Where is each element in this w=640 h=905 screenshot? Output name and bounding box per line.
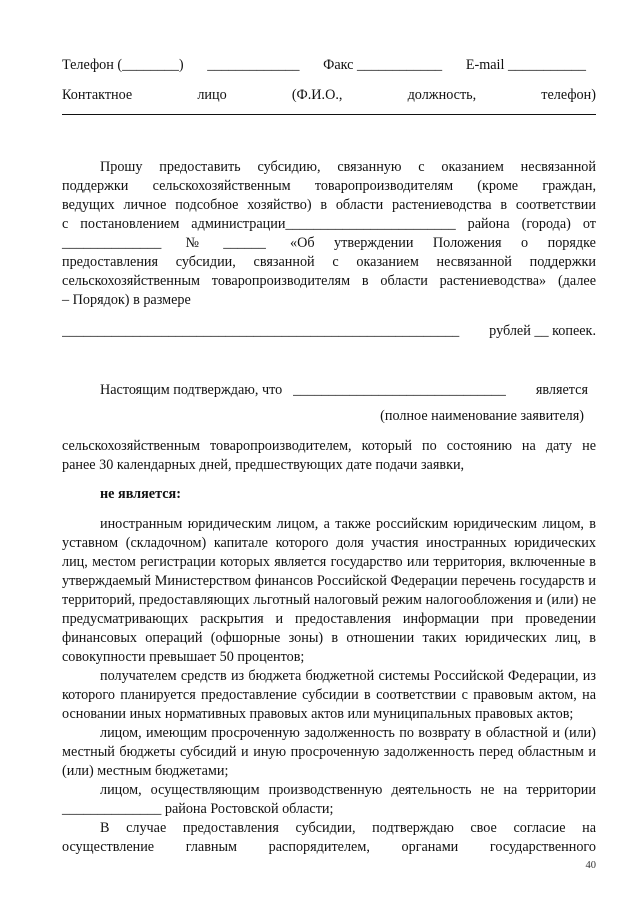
contact-word-1: Контактное — [62, 87, 133, 103]
confirm-start: Настоящим подтверждаю, что — [100, 382, 283, 398]
request-line-2: поддержки сельскохозяйственным товаропроизводителям (кроме граждан, — [62, 178, 596, 194]
amount-currency: рублей __ копеек. — [489, 323, 596, 339]
contact-word-5: телефон) — [541, 87, 596, 103]
confirm-line-2: сельскохозяйственным товаропроизводителем, который по состоянию на дату не — [62, 438, 596, 454]
decree-title-start: «Об утверждении Положения о порядке — [289, 235, 596, 251]
phone-blank: _____________ — [207, 57, 300, 73]
request-line-3: ведущих личное подсобное хозяйство) в области растениеводства в соответствии — [62, 197, 596, 213]
applicant-caption: (полное наименование заявителя) — [380, 408, 584, 424]
email-label: E-mail ___________ — [465, 57, 586, 73]
fax-label: Факс ____________ — [323, 57, 443, 73]
request-line-8: – Порядок) в размере — [62, 292, 191, 308]
request-paragraph — [62, 158, 596, 310]
request-line-6: предоставления субсидии, связанной с оказанием несвязанной поддержки — [62, 254, 596, 270]
amount-line — [62, 322, 596, 341]
request-line-4: с постановлением администрации________________________ района (города) от — [62, 216, 596, 232]
item-budget-recipient: получателем средств из бюджета бюджетной системы Российской Федерации, из которого планируется предоставление субсидии в соответствии с правовым актом, на основании иных нормативных правовых актов или муниципальных правовых актов; — [62, 668, 596, 722]
item-territory-line-1: лицом, осуществляющим производственную деятельность не на территории — [100, 782, 596, 798]
phone-label: Телефон (________) — [62, 57, 184, 73]
contact-word-3: (Ф.И.О., — [291, 87, 343, 103]
confirm-line-3: ранее 30 календарных дней, предшествующих дате подачи заявки, — [62, 457, 465, 473]
page-number: 40 — [585, 860, 596, 871]
consent-line-2: осуществление главным распорядителем, органами государственного — [62, 839, 596, 855]
contact-person-line — [62, 86, 596, 105]
decree-date-blank: ______________ — [62, 235, 162, 251]
contact-word-2: лицо — [197, 87, 227, 103]
contact-word-4: должность, — [407, 87, 477, 103]
decree-number-blank: ______ — [223, 235, 266, 251]
not-is-heading: не является: — [100, 486, 181, 502]
document-page — [62, 56, 596, 857]
item-foreign-entity: иностранным юридическим лицом, а также российским юридическим лицом, в уставном (складочном) капитале которого доля участия иностранных юридических лиц, местом регистрации которых является государство или территория, включенные в утверждаемый Министерством финансов Российской Федерации перечень государств и территорий, предоставляющих льготный налоговый режим налогообложения и (или) не предусматривающих раскрытия и предоставления информации при проведении финансовых операций (офшорные зоны) в отношении таких юридических лиц, в совокупности превышает 50 процентов; — [62, 516, 596, 665]
request-line-1: Прошу предоставить субсидию, связанную с оказанием несвязанной — [100, 159, 596, 175]
amount-blank: ________________________________________________________ — [62, 323, 460, 339]
item-territory-line-2 — [62, 800, 596, 819]
request-line-5 — [62, 234, 596, 253]
confirm-is: является — [535, 382, 588, 398]
item-overdue-debt: лицом, имеющим просроченную задолженность по возврату в областной и (или) местный бюджеты субсидий и иную просроченную задолженность перед областным и (или) местным бюджетами; — [62, 725, 596, 779]
decree-number-sign: № — [185, 235, 200, 251]
applicant-name-blank: ______________________________ — [293, 382, 506, 398]
contact-line — [62, 56, 596, 75]
consent-line-1: В случае предоставления субсидии, подтверждаю свое согласие на — [100, 820, 596, 836]
request-line-7: сельскохозяйственным товаропроизводителям в области растениеводства» (далее — [62, 273, 596, 289]
confirm-line-1 — [62, 381, 596, 400]
district-region: района Ростовской области; — [164, 801, 334, 817]
district-blank: ______________ — [62, 801, 162, 817]
